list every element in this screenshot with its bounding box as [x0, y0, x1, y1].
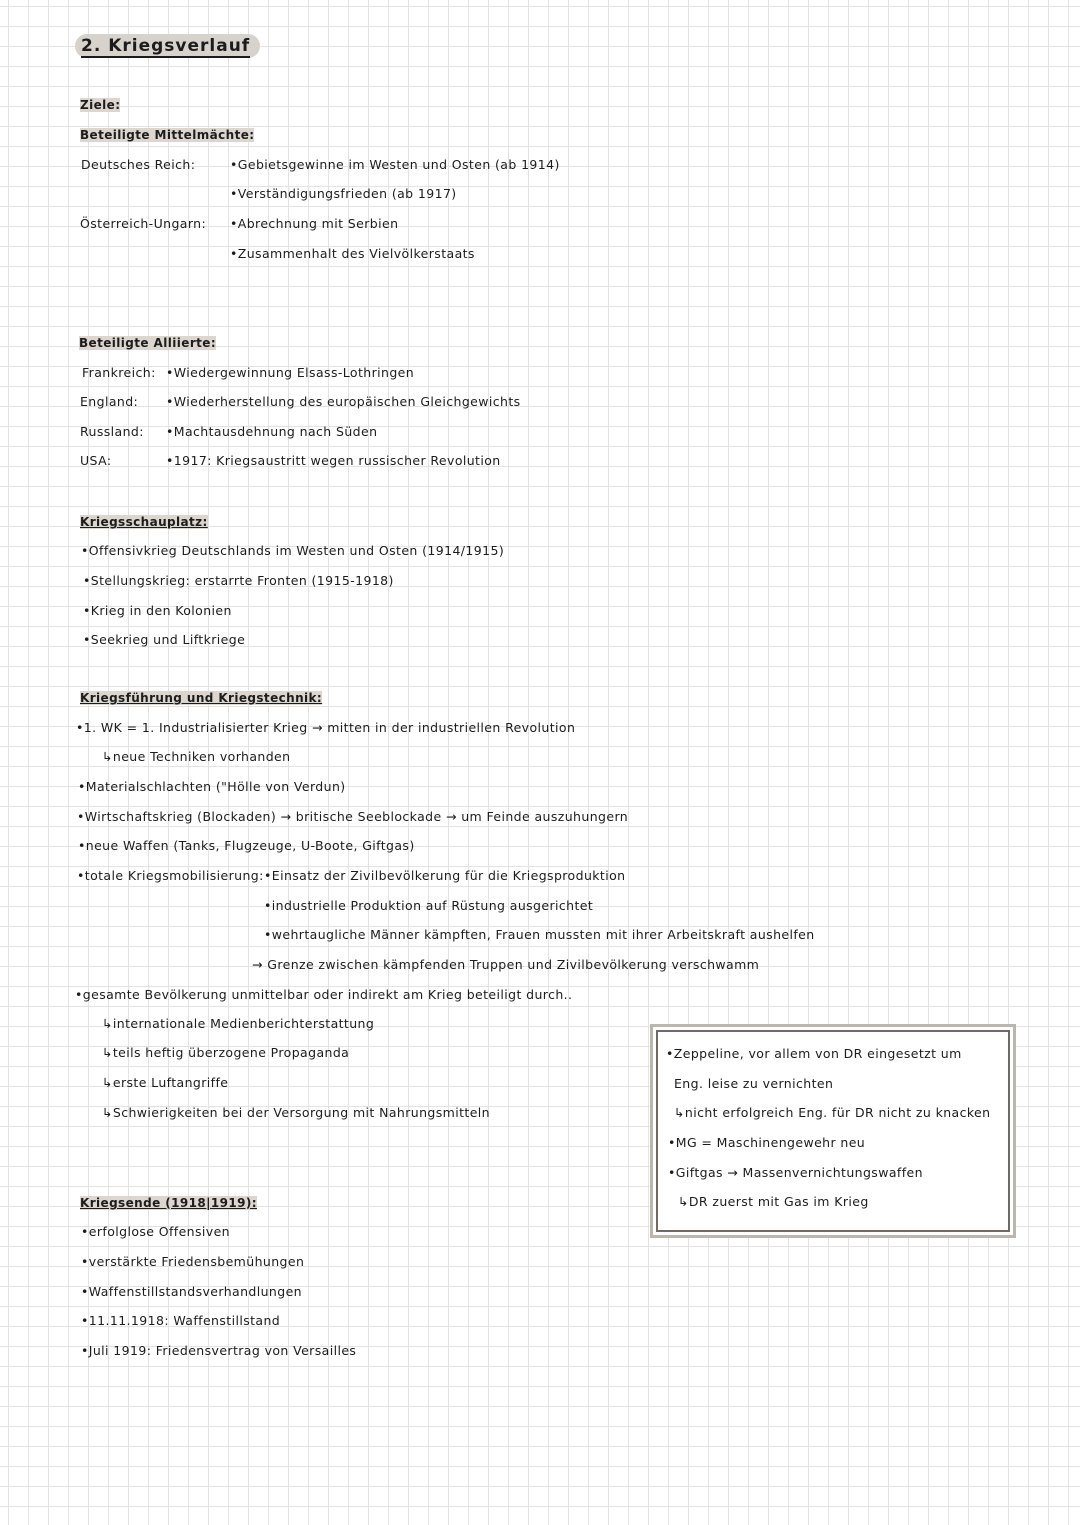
fuehrung-line: •Materialschlachten ("Hölle von Verdun): [78, 779, 346, 794]
ende-item: •erfolglose Offensiven: [81, 1224, 231, 1239]
alliierte-text: •Wiederherstellung des europäischen Gleichgewichts: [166, 394, 521, 409]
note-line: Eng. leise zu vernichten: [674, 1076, 834, 1091]
fuehrung-line: •industrielle Produktion auf Rüstung ausgerichtet: [264, 898, 594, 913]
fuehrung-subline: ↳neue Techniken vorhanden: [102, 749, 291, 764]
alliierte-label: Russland:: [80, 424, 144, 439]
note-line: •MG = Maschinengewehr neu: [668, 1135, 866, 1150]
oe-item: •Zusammenhalt des Vielvölkerstaats: [230, 246, 475, 261]
ende-item: •Juli 1919: Friedensvertrag von Versailles: [81, 1343, 357, 1358]
note-line: ↳nicht erfolgreich Eng. für DR nicht zu knacken: [674, 1105, 991, 1120]
schauplatz-item: •Seekrieg und Liftkriege: [83, 632, 246, 647]
alliierte-heading: Beteiligte Alliierte:: [79, 336, 217, 350]
fuehrung-line: → Grenze zwischen kämpfenden Truppen und Zivilbevölkerung verschwamm: [252, 957, 760, 972]
dr-label: Deutsches Reich:: [81, 157, 196, 172]
note-line: •Zeppeline, vor allem von DR eingesetzt um: [666, 1046, 962, 1061]
alliierte-text: •1917: Kriegsaustritt wegen russischer Revolution: [166, 453, 501, 468]
schauplatz-item: •Offensivkrieg Deutschlands im Westen und Osten (1914/1915): [81, 543, 505, 558]
fuehrung-line: •wehrtaugliche Männer kämpften, Frauen mussten mit ihrer Arbeitskraft aushelfen: [264, 927, 815, 942]
alliierte-label: Frankreich:: [82, 365, 156, 380]
schauplatz-item: •Krieg in den Kolonien: [83, 603, 232, 618]
fuehrung-line: •gesamte Bevölkerung unmittelbar oder indirekt am Krieg beteiligt durch..: [75, 987, 573, 1002]
fuehrung-heading: Kriegsführung und Kriegstechnik:: [80, 691, 323, 705]
ende-item: •verstärkte Friedensbemühungen: [81, 1254, 305, 1269]
alliierte-label: USA:: [80, 453, 112, 468]
alliierte-text: •Machtausdehnung nach Süden: [166, 424, 378, 439]
mittelmaechte-heading: Beteiligte Mittelmächte:: [80, 128, 255, 142]
page-title: 2. Kriegsverlauf: [75, 34, 260, 58]
schauplatz-heading: Kriegsschauplatz:: [80, 515, 208, 529]
ende-item: •Waffenstillstandsverhandlungen: [81, 1284, 302, 1299]
ende-item: •11.11.1918: Waffenstillstand: [81, 1313, 281, 1328]
fuehrung-line: •neue Waffen (Tanks, Flugzeuge, U-Boote, Giftgas): [78, 838, 415, 853]
fuehrung-line: •1. WK = 1. Industrialisierter Krieg → mitten in der industriellen Revolution: [76, 720, 576, 735]
fuehrung-subline: ↳teils heftig überzogene Propaganda: [102, 1045, 350, 1060]
ziele-heading: Ziele:: [80, 98, 121, 112]
alliierte-text: •Wiedergewinnung Elsass-Lothringen: [166, 365, 415, 380]
schauplatz-item: •Stellungskrieg: erstarrte Fronten (1915-1918): [83, 573, 394, 588]
oe-label: Österreich-Ungarn:: [80, 216, 207, 231]
note-line: ↳DR zuerst mit Gas im Krieg: [678, 1194, 869, 1209]
fuehrung-subline: ↳internationale Medienberichterstattung: [102, 1016, 375, 1031]
ende-heading: Kriegsende (1918|1919):: [80, 1196, 257, 1210]
fuehrung-line: •Wirtschaftskrieg (Blockaden) → britische Seeblockade → um Feinde auszuhungern: [77, 809, 629, 824]
dr-item: •Gebietsgewinne im Westen und Osten (ab 1914): [230, 157, 560, 172]
dr-item: •Verständigungsfrieden (ab 1917): [230, 186, 457, 201]
fuehrung-line: •totale Kriegsmobilisierung:: [77, 868, 264, 883]
fuehrung-subline: ↳erste Luftangriffe: [102, 1075, 229, 1090]
oe-item: •Abrechnung mit Serbien: [230, 216, 399, 231]
note-line: •Giftgas → Massenvernichtungswaffen: [668, 1165, 923, 1180]
fuehrung-subline: ↳Schwierigkeiten bei der Versorgung mit Nahrungsmitteln: [102, 1105, 490, 1120]
alliierte-label: England:: [80, 394, 139, 409]
fuehrung-line: •Einsatz der Zivilbevölkerung für die Kriegsproduktion: [264, 868, 626, 883]
